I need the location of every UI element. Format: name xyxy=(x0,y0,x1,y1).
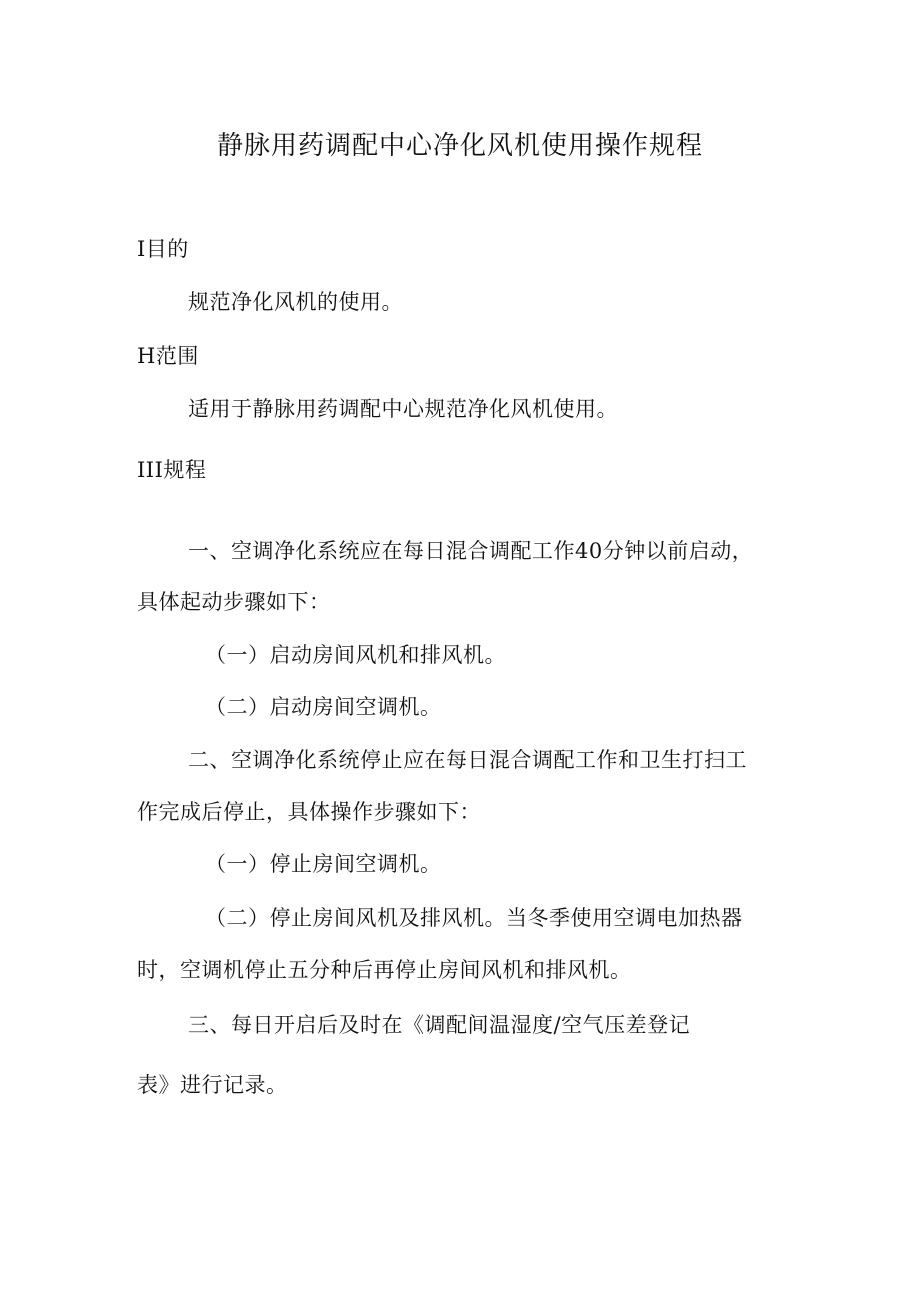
procedure-item-1-line-2: 具体起动步骤如下： xyxy=(137,590,331,614)
section-heading-procedure: III规程 xyxy=(137,458,207,482)
document-title: 静脉用药调配中心净化风机使用操作规程 xyxy=(216,131,703,161)
procedure-item-1-line-1: 一、空调净化系统应在每日混合调配工作40分钟以前启动， xyxy=(188,539,754,563)
procedure-item-1-sub-1: （一）启动房间风机和排风机。 xyxy=(205,643,506,667)
section-heading-purpose: I目的 xyxy=(137,237,189,261)
procedure-item-2-sub-2-line-2: 时，空调机停止五分种后再停止房间风机和排风机。 xyxy=(137,958,632,982)
section-heading-scope: H范围 xyxy=(137,344,199,368)
procedure-item-3-line-2: 表》进行记录。 xyxy=(137,1073,288,1097)
procedure-item-1-sub-2: （二）启动房间空调机。 xyxy=(205,695,442,719)
procedure-item-2-sub-2-line-1: （二）停止房间风机及排风机。当冬季使用空调电加热器 xyxy=(205,906,743,930)
procedure-item-2-sub-1: （一）停止房间空调机。 xyxy=(205,852,442,876)
purpose-text: 规范净化风机的使用。 xyxy=(188,290,403,314)
procedure-item-2-line-2: 作完成后停止，具体操作步骤如下： xyxy=(137,800,481,824)
procedure-item-3-line-1: 三、每日开启后及时在《调配间温湿度/空气压差登记 xyxy=(188,1013,691,1037)
procedure-item-2-line-1: 二、空调净化系统停止应在每日混合调配工作和卫生打扫工 xyxy=(188,748,747,772)
scope-text: 适用于静脉用药调配中心规范净化风机使用。 xyxy=(188,397,618,421)
